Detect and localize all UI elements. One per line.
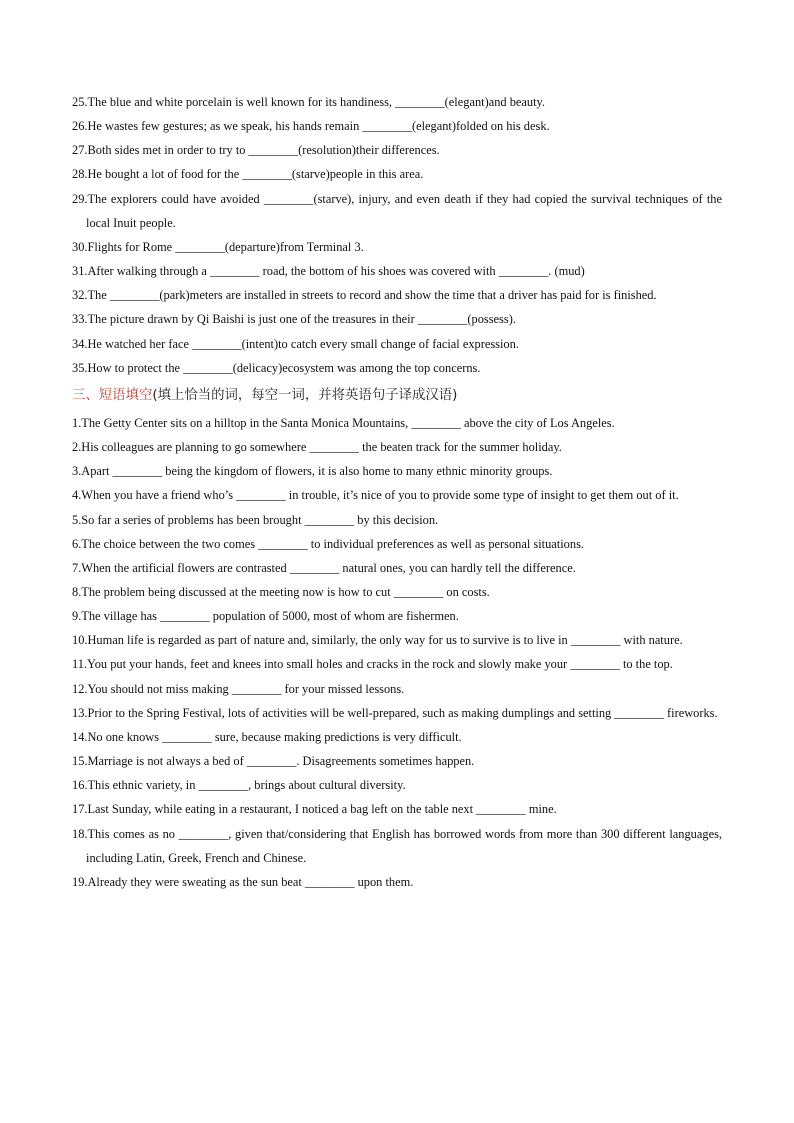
question-item: 18.This comes as no ________, given that/considering that English has borrowed words from more than 300 different languages, including Latin, Greek, French and Chinese. — [72, 826, 722, 865]
question-item: 8.The problem being discussed at the meeting now is how to cut ________ on costs. — [72, 584, 490, 599]
question-item: 6.The choice between the two comes ________ to individual preferences as well as personal situations. — [72, 536, 584, 551]
question-item: 10.Human life is regarded as part of nature and, similarly, the only way for us to survive is to live in ________ with nature. — [72, 633, 683, 648]
question-item: 4.When you have a friend who’s ________ in trouble, it’s nice of you to provide some type of insight to get them out of it. — [72, 488, 679, 503]
question-item: 11.You put your hands, feet and knees into small holes and cracks in the rock and slowly make your ________ to the top. — [72, 657, 673, 672]
question-item: 14.No one knows ________ sure, because making predictions is very difficult. — [72, 729, 462, 744]
question-item: 30.Flights for Rome ________(departure)from Terminal 3. — [72, 239, 364, 254]
question-item: 9.The village has ________ population of 5000, most of whom are fishermen. — [72, 609, 459, 624]
question-item: 16.This ethnic variety, in ________, brings about cultural diversity. — [72, 778, 406, 793]
question-item: 35.How to protect the ________(delicacy)ecosystem was among the top concerns. — [72, 360, 481, 375]
question-item: 1.The Getty Center sits on a hilltop in the Santa Monica Mountains, ________ above the city of Los Angeles. — [72, 415, 615, 430]
question-item: 26.He wastes few gestures; as we speak, his hands remain ________(elegant)folded on his desk. — [72, 119, 550, 134]
part-three-list — [72, 411, 722, 894]
question-item: 15.Marriage is not always a bed of ________. Disagreements sometimes happen. — [72, 754, 475, 769]
question-item: 13.Prior to the Spring Festival, lots of activities will be well-prepared, such as making dumplings and setting ________ fireworks. — [72, 705, 718, 720]
question-item: 33.The picture drawn by Qi Baishi is just one of the treasures in their ________(possess). — [72, 312, 516, 327]
question-item: 29.The explorers could have avoided ________(starve), injury, and even death if they had copied the survival techniques of the local Inuit people. — [72, 191, 722, 230]
question-item: 7.When the artificial flowers are contrasted ________ natural ones, you can hardly tell the difference. — [72, 560, 576, 575]
question-item: 2.His colleagues are planning to go somewhere ________ the beaten track for the summer holiday. — [72, 440, 562, 455]
question-item: 31.After walking through a ________ road, the bottom of his shoes was covered with ________. (mud) — [72, 264, 585, 279]
question-item: 17.Last Sunday, while eating in a restaurant, I noticed a bag left on the table next ________ mine. — [72, 802, 557, 817]
section-three-title — [72, 380, 722, 411]
question-item: 12.You should not miss making ________ for your missed lessons. — [72, 681, 405, 696]
question-item: 34.He watched her face ________(intent)to catch every small change of facial expression. — [72, 336, 519, 351]
question-item: 25.The blue and white porcelain is well known for its handiness, ________(elegant)and beauty. — [72, 95, 546, 109]
question-item: 5.So far a series of problems has been brought ________ by this decision. — [72, 512, 439, 527]
question-item: 28.He bought a lot of food for the ________(starve)people in this area. — [72, 167, 424, 182]
section-three-heading: 三、短语填空 — [72, 387, 153, 403]
question-item: 32.The ________(park)meters are installed in streets to record and show the time that a driver has paid for is finished. — [72, 288, 657, 303]
section-three-instruction: (填上恰当的词，每空一词，并将英语句子译成汉语) — [152, 387, 458, 403]
question-item: 3.Apart ________ being the kingdom of flowers, it is also home to many ethnic minority groups. — [72, 464, 553, 479]
question-item: 19.Already they were sweating as the sun beat ________ upon them. — [72, 874, 414, 889]
part-two-list — [72, 90, 722, 380]
worksheet-page — [72, 90, 722, 894]
question-item: 27.Both sides met in order to try to ________(resolution)their differences. — [72, 143, 440, 158]
